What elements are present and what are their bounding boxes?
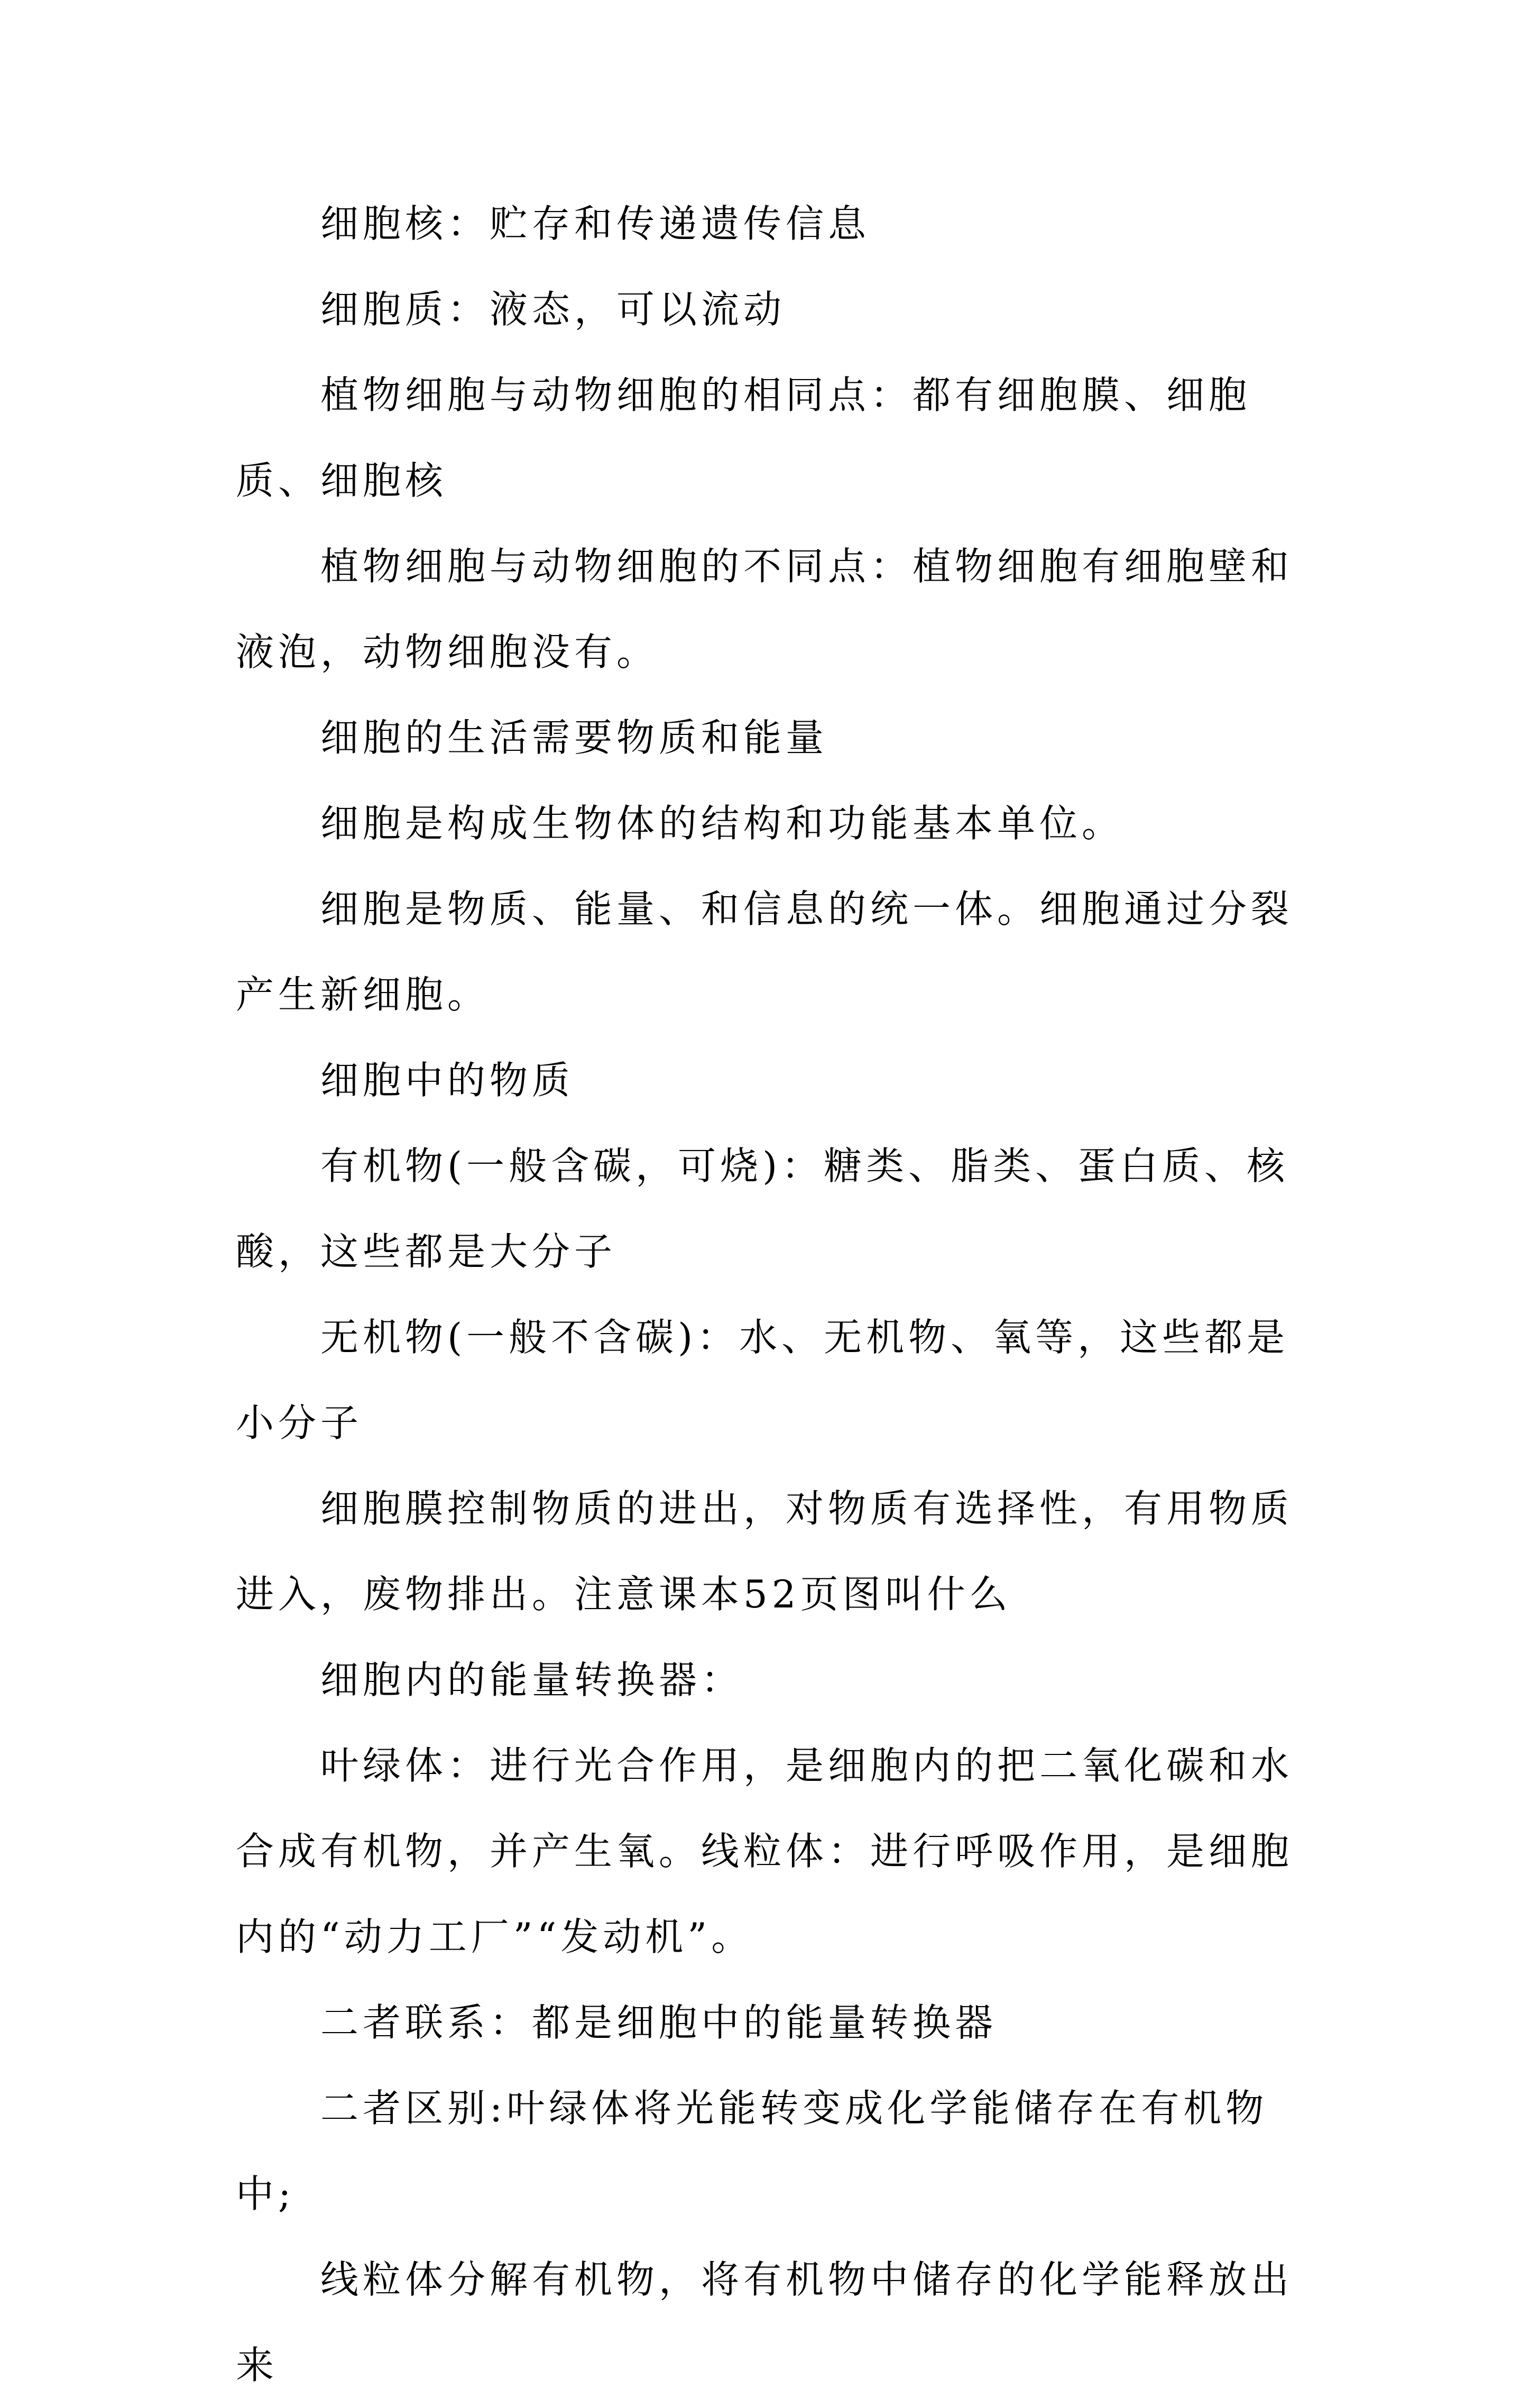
paragraph-difference-mitochondria: 线粒体分解有机物，将有机物中储存的化学能释放出来 xyxy=(236,2257,1294,2387)
paragraph-nucleus: 细胞核：贮存和传递遗传信息 xyxy=(320,201,871,246)
paragraph-unity: 细胞是物质、能量、和信息的统一体。细胞通过分裂产生新细胞。 xyxy=(236,887,1294,1017)
paragraph-similarities: 植物细胞与动物细胞的相同点：都有细胞膜、细胞质、细胞核 xyxy=(236,373,1251,503)
paragraph-difference-chloroplast: 二者区别:叶绿体将光能转变成化学能储存在有机物中; xyxy=(236,2086,1268,2216)
paragraph-differences: 植物细胞与动物细胞的不同点：植物细胞有细胞壁和液泡，动物细胞没有。 xyxy=(236,544,1294,674)
paragraph-basic-unit: 细胞是构成生物体的结构和功能基本单位。 xyxy=(320,801,1125,845)
paragraph-substances-heading: 细胞中的物质 xyxy=(320,1058,575,1102)
document-body xyxy=(236,181,1302,2408)
paragraph-membrane: 细胞膜控制物质的进出，对物质有选择性，有用物质进入，废物排出。注意课本52页图叫什么 xyxy=(236,1486,1294,1616)
paragraph-organic: 有机物(一般含碳，可烧)：糖类、脂类、蛋白质、核酸，这些都是大分子 xyxy=(236,1144,1289,1274)
paragraph-converters-heading: 细胞内的能量转换器： xyxy=(320,1658,744,1702)
paragraph-cytoplasm: 细胞质：液态，可以流动 xyxy=(320,287,786,332)
paragraph-connection: 二者联系：都是细胞中的能量转换器 xyxy=(320,2000,998,2045)
paragraph-cell-needs: 细胞的生活需要物质和能量 xyxy=(320,715,828,760)
paragraph-chloroplast-mitochondria: 叶绿体：进行光合作用，是细胞内的把二氧化碳和水合成有机物，并产生氧。线粒体：进行呼吸作用，是细胞内的“动力工厂”“发动机”。 xyxy=(236,1743,1294,1959)
paragraph-inorganic: 无机物(一般不含碳)：水、无机物、氧等，这些都是小分子 xyxy=(236,1315,1289,1445)
